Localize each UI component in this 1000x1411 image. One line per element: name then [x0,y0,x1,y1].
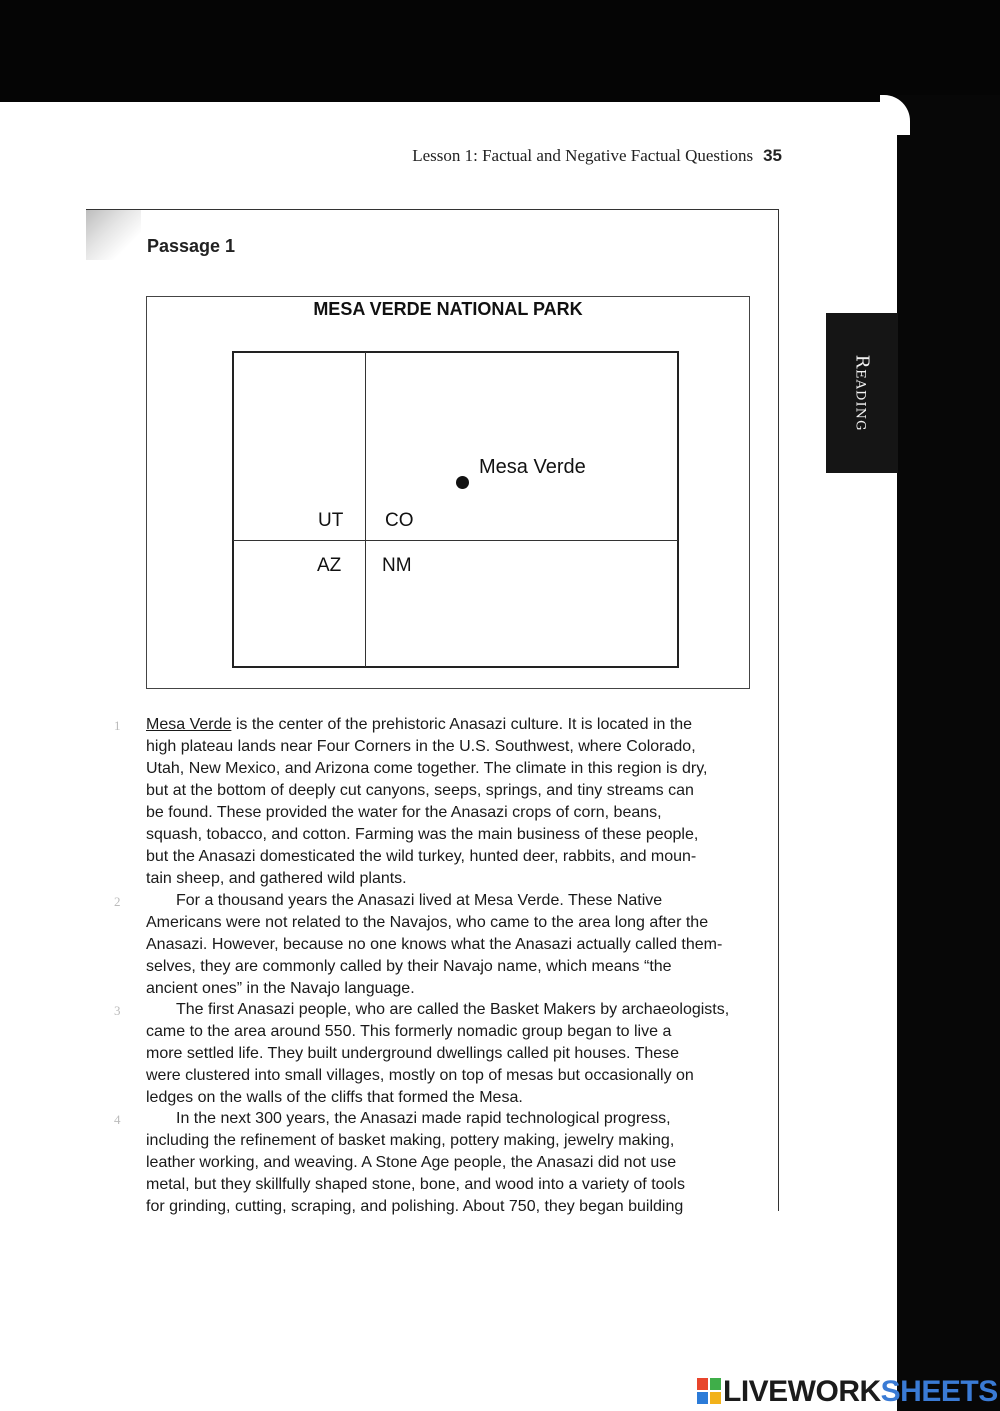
paragraph-line: squash, tobacco, and cotton. Farming was the main business of these people, [146,826,699,843]
reading-tab-label: Reading [851,354,873,432]
paragraph-line: tain sheep, and gathered wild plants. [146,870,407,887]
paragraph-line: including the refinement of basket making, pottery making, jewelry making, [146,1132,675,1149]
brand-text-main: LIVEWORK [723,1375,881,1408]
paragraph-line: Utah, New Mexico, and Arizona come together. The climate in this region is dry, [146,760,708,777]
paragraph-number: 1 [114,718,121,733]
scan-right-border [897,95,1000,1411]
state-label-az: AZ [317,555,342,576]
frame-corner-shade [86,210,141,260]
map-title: MESA VERDE NATIONAL PARK [313,299,583,319]
map-border [232,351,679,668]
scan-top-border [0,0,1000,102]
paragraph-line: more settled life. They built underground dwellings called pit houses. These [146,1045,680,1062]
paragraph-line: high plateau lands near Four Corners in the U.S. Southwest, where Colorado, [146,738,696,755]
state-label-ut: UT [318,510,344,531]
state-label-nm: NM [382,555,412,576]
map-state-divider-horizontal [233,540,678,541]
map-state-divider-vertical [365,352,366,667]
paragraph-number: 3 [114,1003,121,1018]
paragraph-line: were clustered into small villages, mostly on top of mesas but occasionally on [146,1067,694,1084]
paragraph-line: metal, but they skillfully shaped stone, bone, and wood into a variety of tools [146,1176,685,1193]
paragraph-number: 4 [114,1112,121,1127]
lesson-title: Lesson 1: Factual and Negative Factual Questions [412,146,754,165]
page-number: 35 [763,146,782,165]
paragraph-line: Americans were not related to the Navajos, who came to the area long after the [146,914,709,931]
paragraph-line: For a thousand years the Anasazi lived at Mesa Verde. These Native [176,892,663,909]
passage-title: Passage 1 [147,236,236,256]
paragraph-line: ledges on the walls of the cliffs that formed the Mesa. [146,1089,523,1106]
mesa-verde-marker [456,476,469,489]
paragraph-line: In the next 300 years, the Anasazi made rapid technological progress, [176,1110,671,1127]
mesa-verde-term: Mesa Verde [146,716,232,733]
paragraph-line: ancient ones” in the Navajo language. [146,980,415,997]
paragraph-number: 2 [114,894,121,909]
brand-text-accent: SHEETS [880,1375,998,1408]
paragraph-line: selves, they are commonly called by their Navajo name, which means “the [146,958,672,975]
liveworksheets-watermark [697,1375,998,1409]
liveworksheets-logo-icon [697,1378,721,1404]
paragraph-line: leather working, and weaving. A Stone Age people, the Anasazi did not use [146,1154,677,1171]
paragraph-line: but the Anasazi domesticated the wild turkey, hunted deer, rabbits, and moun- [146,848,697,865]
paragraph-line: for grinding, cutting, scraping, and polishing. About 750, they began building [146,1198,684,1215]
paragraph-line: Mesa Verde is the center of the prehistoric Anasazi culture. It is located in the [146,716,693,733]
paragraph-line: The first Anasazi people, who are called the Basket Makers by archaeologists, [176,1001,730,1018]
paragraph-line: but at the bottom of deeply cut canyons, seeps, springs, and tiny streams can [146,782,694,799]
mesa-verde-label: Mesa Verde [479,456,586,478]
running-header [412,146,782,166]
state-label-co: CO [385,510,414,531]
reading-side-tab [826,313,898,473]
paragraph-line: came to the area around 550. This formerly nomadic group began to live a [146,1023,672,1040]
paragraph-line: Anasazi. However, because no one knows what the Anasazi actually called them- [146,936,723,953]
paragraph-line: be found. These provided the water for the Anasazi crops of corn, beans, [146,804,662,821]
